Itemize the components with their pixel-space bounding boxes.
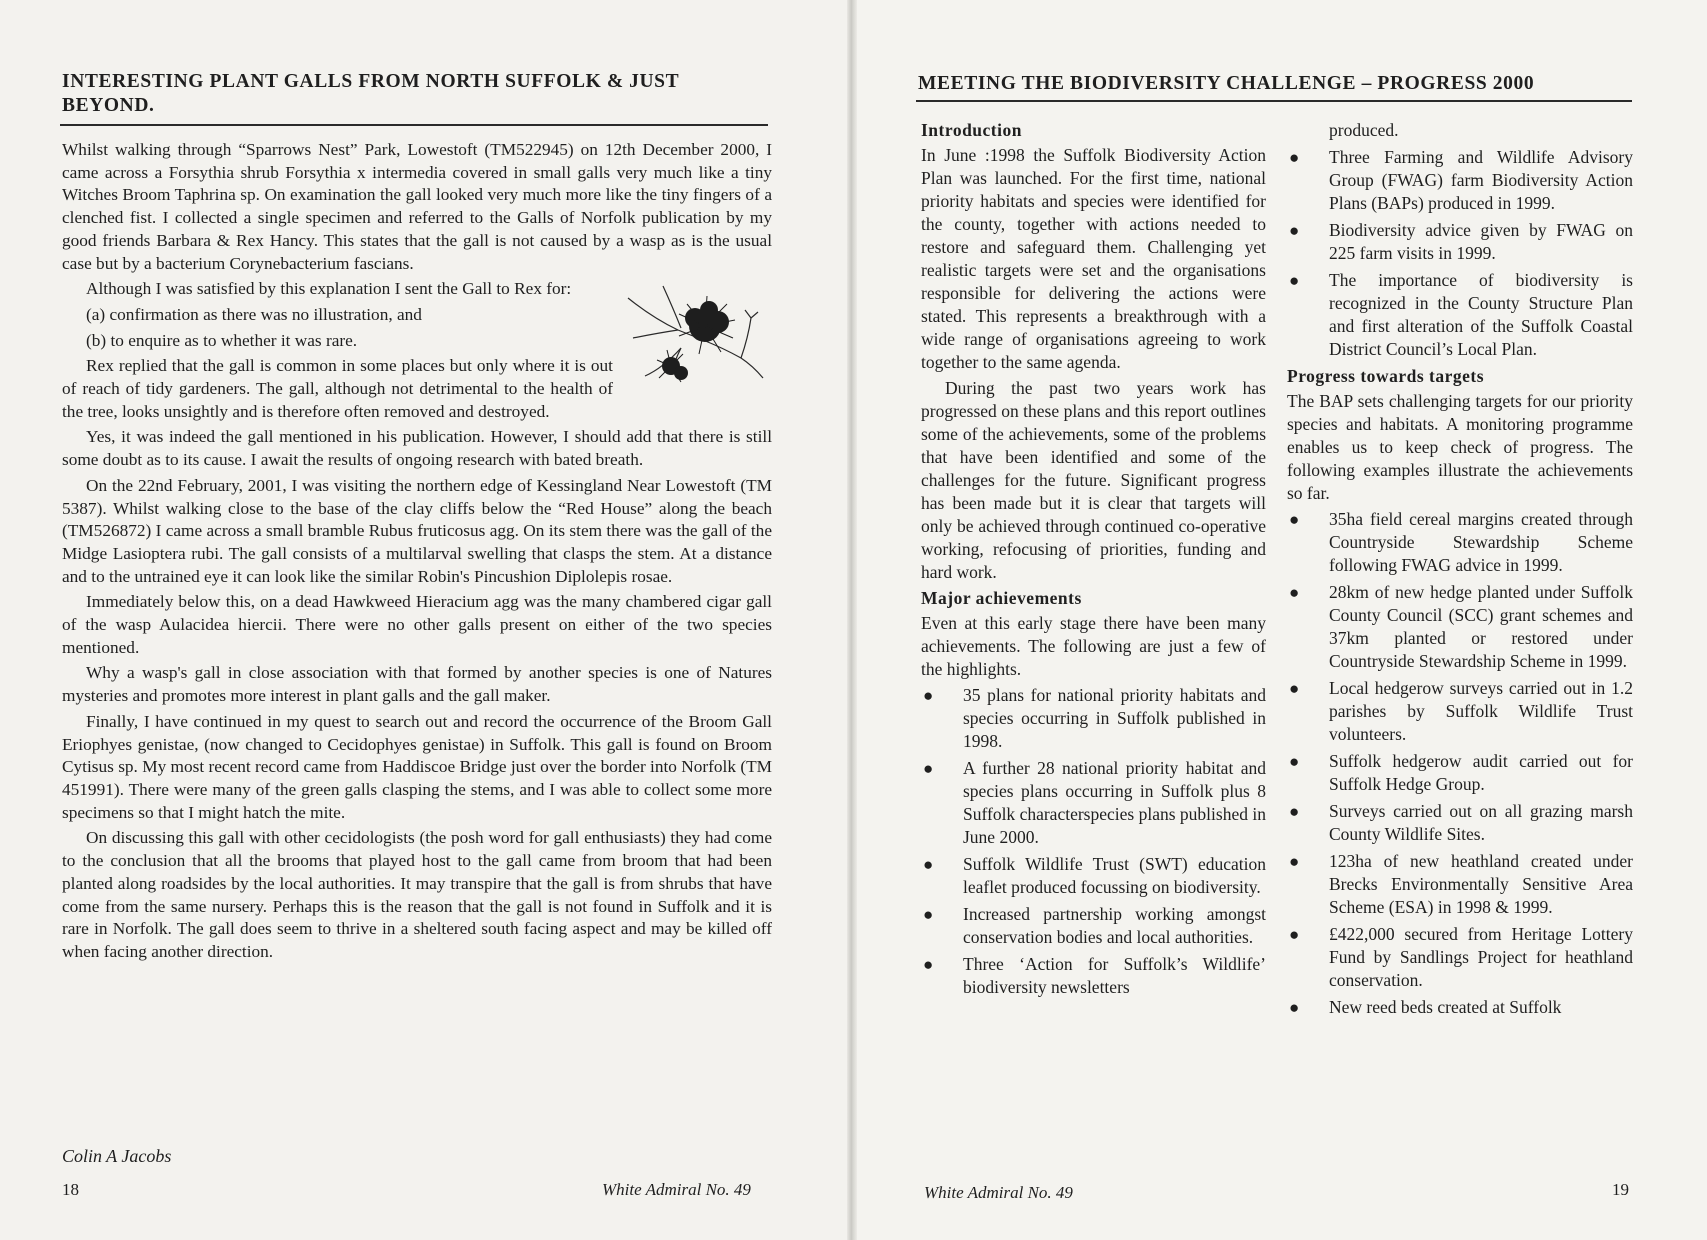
left-page: [0, 0, 852, 1240]
paragraph-5: On the 22nd February, 2001, I was visiting the northern edge of Kessingland Near Lowestoft (TM 5387). Whilst walking close to the base of the clay cliffs below the “Red House” along the beach (TM526872) I came across a small bramble Rubus fruticosus agg. On its stem there was the gall of the Midge Lasioptera rubi. The gall consists of a multilarval swelling that clasps the stem. At a distance and to the untrained eye it can look like the similar Robin's Pincushion Diplolepis rosae.: [62, 475, 772, 586]
page-number: 19: [1612, 1180, 1629, 1199]
bullet-icon: ●: [1289, 998, 1300, 1017]
bullet-icon: ●: [1289, 802, 1300, 821]
achievements-intro: Even at this early stage there have been many achievements. The following are just a few of the highlights.: [921, 613, 1266, 679]
achievements-list-continued: [1287, 119, 1633, 361]
list-item: ● 123ha of new heathland created under Brecks Environmentally Sensitive Area Scheme (ESA) in 1998 & 1999.: [1289, 851, 1633, 917]
bullet-icon: ●: [923, 855, 934, 874]
bullet-icon: ●: [1289, 271, 1300, 290]
intro-paragraph-1: In June :1998 the Suffolk Biodiversity Action Plan was launched. For the first time, national priority habitats and species were identified for the county, together with actions needed to restore and safeguard them. Challenging yet realistic targets were set and the organisations responsible for delivering the actions were stated. This represents a breakthrough with a wide range of organisations agreeing to work together to the same agenda.: [921, 145, 1266, 372]
bullet-icon: ●: [923, 955, 934, 974]
list-item: ● Suffolk hedgerow audit carried out for Suffolk Hedge Group.: [1289, 751, 1633, 794]
bullet-icon: ●: [1289, 221, 1300, 240]
list-item: ● New reed beds created at Suffolk: [1289, 997, 1562, 1017]
list-item: ● 35 plans for national priority habitats and species occurring in Suffolk published in 1998.: [923, 685, 1266, 751]
progress-list: [1287, 508, 1633, 1019]
gall-illustration: [623, 278, 768, 393]
list-item-b: (b) to enquire as to whether it was rare.: [86, 330, 358, 350]
paragraph-6: Immediately below this, on a dead Hawkweed Hieracium agg was the many chambered cigar gall of the wasp Aulacidea hiercii. There were no other galls present on either of the two species mentioned.: [62, 592, 772, 657]
list-item: produced.: [1329, 120, 1399, 140]
bullet-icon: ●: [1289, 925, 1300, 944]
list-item: ● A further 28 national priority habitat and species plans occurring in Suffolk plus 8 Suffolk characterspecies plans published in June 2000.: [923, 758, 1266, 847]
bullet-icon: ●: [1289, 583, 1300, 602]
column-right: [1287, 119, 1633, 1023]
paragraph-8: Finally, I have continued in my quest to search out and record the occurrence of the Broom Gall Eriophyes genistae, (now changed to Cecidophyes genistae) in Suffolk. This gall is found on Broom Cytisus sp. My most recent record came from Haddiscoe Bridge just over the border into Norfolk (TM 451991). There were many of the green galls clasping the stems, and I was able to collect some more specimens so that I might hatch the mite.: [62, 711, 772, 822]
section-heading-progress: Progress towards targets: [1287, 366, 1485, 386]
bullet-icon: ●: [1289, 679, 1300, 698]
bullet-icon: ●: [923, 905, 934, 924]
column-left: [921, 119, 1266, 1003]
journal-footer: White Admiral No. 49: [602, 1180, 751, 1199]
list-item: ● Surveys carried out on all grazing marsh County Wildlife Sites.: [1289, 801, 1633, 844]
paragraph-7: Why a wasp's gall in close association with that formed by another species is one of Natures mysteries and promotes more interest in plant galls and the gall maker.: [62, 663, 772, 706]
bullet-icon: ●: [1289, 852, 1300, 871]
achievements-list: [921, 684, 1266, 999]
paragraph-9: On discussing this gall with other cecidologists (the posh word for gall enthusiasts) they had come to the conclusion that all the brooms that played host to the gall came from broom that had been planted along roadsides by the local authorities. It may transpire that the gall is from shrubs that have come from the same nursery. Perhaps this is the reason that the gall is not found in Suffolk and it is rare in Norfolk. The gall does seem to thrive in a sheltered south facing aspect and may be killed off when facing another direction.: [62, 828, 772, 961]
section-heading-achievements: Major achievements: [921, 588, 1082, 608]
list-item: ● Biodiversity advice given by FWAG on 225 farm visits in 1999.: [1289, 220, 1633, 263]
title-rule: [916, 100, 1632, 102]
bullet-icon: ●: [1289, 752, 1300, 771]
journal-footer: White Admiral No. 49: [924, 1183, 1073, 1202]
list-item-a: (a) confirmation as there was no illustration, and: [86, 304, 422, 324]
bullet-icon: ●: [1289, 148, 1300, 167]
article-title: MEETING THE BIODIVERSITY CHALLENGE – PROGRESS 2000: [918, 73, 1535, 94]
section-heading-introduction: Introduction: [921, 120, 1022, 140]
progress-intro: The BAP sets challenging targets for our priority species and habitats. A monitoring programme enables us to keep check of progress. The following examples illustrate the achievements so far.: [1287, 391, 1633, 503]
list-item: ● Three ‘Action for Suffolk’s Wildlife’ biodiversity newsletters: [923, 954, 1266, 997]
list-item: ● 28km of new hedge planted under Suffolk County Council (SCC) grant schemes and 37km planted or restored under Countryside Stewardship Scheme in 1999.: [1289, 582, 1633, 671]
bullet-icon: ●: [923, 686, 934, 705]
paragraph-4: Yes, it was indeed the gall mentioned in his publication. However, I should add that there is still some doubt as to its cause. I await the results of ongoing research with bated breath.: [62, 427, 772, 470]
list-item: ● Increased partnership working amongst conservation bodies and local authorities.: [923, 904, 1266, 947]
paragraph-2: Although I was satisfied by this explanation I sent the Gall to Rex for:: [86, 279, 572, 299]
bullet-icon: ●: [1289, 510, 1300, 529]
article-body: [62, 139, 772, 967]
list-item: ● Suffolk Wildlife Trust (SWT) education leaflet produced focussing on biodiversity.: [923, 854, 1266, 897]
list-item: ● 35ha field cereal margins created through Countryside Stewardship Scheme following FWAG advice in 1999.: [1289, 509, 1633, 575]
list-item: ● The importance of biodiversity is recognized in the County Structure Plan and first alteration of the Suffolk Coastal District Council’s Local Plan.: [1289, 270, 1633, 359]
author-signature: Colin A Jacobs: [62, 1146, 172, 1166]
article-title: INTERESTING PLANT GALLS FROM NORTH SUFFOLK & JUST BEYOND.: [62, 71, 679, 116]
list-item: ● £422,000 secured from Heritage Lottery Fund by Sandlings Project for heathland conservation.: [1289, 924, 1633, 990]
list-item: ● Three Farming and Wildlife Advisory Group (FWAG) farm Biodiversity Action Plans (BAPs) produced in 1999.: [1289, 147, 1633, 213]
intro-paragraph-2: During the past two years work has progressed on these plans and this report outlines some of the achievements, some of the problems that have been identified and some of the challenges for the future. Significant progress has been made but it is clear that targets will only be achieved through continued co-operative working, refocusing of priorities, funding and hard work.: [921, 378, 1266, 582]
paragraph-1: Whilst walking through “Sparrows Nest” Park, Lowestoft (TM522945) on 12th December 2000, I came across a Forsythia shrub Forsythia x intermedia covered in small galls very much like a tiny Witches Broom Taphrina sp. On examination the gall looked very much more like the tiny fingers of a clenched fist. I collected a single specimen and referred to the Galls of Norfolk publication by my good friends Barbara & Rex Hancy. This states that the gall is not caused by a wasp as is the usual case but by a bacterium Corynebacterium fascians.: [62, 140, 772, 273]
bullet-icon: ●: [923, 759, 934, 778]
book-gutter: [847, 0, 857, 1240]
paragraph-3: Rex replied that the gall is common in some places but only where it is out of reach of tidy gardeners. The gall, although not detrimental to the health of the tree, looks unsightly and is therefore often removed and destroyed.: [62, 356, 613, 421]
list-item: ● Local hedgerow surveys carried out in 1.2 parishes by Suffolk Wildlife Trust volunteers.: [1289, 678, 1633, 744]
title-rule: [60, 124, 768, 126]
page-number: 18: [62, 1180, 79, 1199]
